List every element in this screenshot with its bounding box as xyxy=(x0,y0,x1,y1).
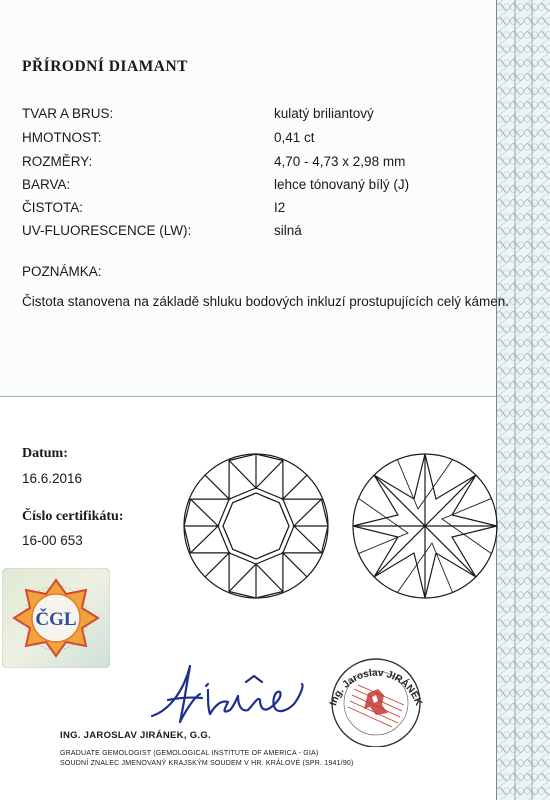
property-value: 4,70 - 4,73 x 2,98 mm xyxy=(274,154,406,169)
border-line xyxy=(496,0,497,800)
property-label: ČISTOTA: xyxy=(22,200,84,215)
property-value: 0,41 ct xyxy=(274,130,315,145)
property-label: BARVA: xyxy=(22,177,71,192)
guilloche-border xyxy=(496,0,550,800)
signature xyxy=(150,660,320,730)
date-value: 16.6.2016 xyxy=(22,471,83,486)
date-label: Datum: xyxy=(22,446,68,461)
property-label: ROZMĚRY: xyxy=(22,154,93,169)
property-value: silná xyxy=(274,223,302,238)
certificate-number-value: 16-00 653 xyxy=(22,533,83,548)
signer-credential-1: GRADUATE GEMOLOGIST (GEMOLOGICAL INSTITUTE OF AMERICA - GIA) xyxy=(60,750,319,757)
property-value: kulatý briliantový xyxy=(274,106,374,121)
crown-diagram xyxy=(181,451,331,601)
note-heading: POZNÁMKA: xyxy=(22,264,102,279)
hologram-seal xyxy=(2,568,110,668)
hologram-text: ČGL xyxy=(35,609,77,630)
pavilion-diagram xyxy=(350,451,500,601)
stamp-text: Ing. Jaroslav JIRÁNEK xyxy=(328,667,424,708)
certificate-title: PŘÍRODNÍ DIAMANT xyxy=(22,58,189,75)
property-label: HMOTNOST: xyxy=(22,130,102,145)
certificate-number-label: Číslo certifikátu: xyxy=(22,509,124,524)
panel-divider xyxy=(0,396,500,397)
property-value: lehce tónovaný bílý (J) xyxy=(274,177,410,192)
note-text: Čistota stanovena na základě shluku bodových inkluzí prostupujících celý kámen. xyxy=(22,294,510,309)
gemologist-stamp xyxy=(318,643,434,747)
property-label: UV-FLUORESCENCE (LW): xyxy=(22,223,192,238)
signer-name: ING. JAROSLAV JIRÁNEK, G.G. xyxy=(60,730,211,741)
property-value: I2 xyxy=(274,200,286,215)
signer-credential-2: SOUDNÍ ZNALEC JMENOVANÝ KRAJSKÝM SOUDEM V HR. KRÁLOVÉ (SPR. 1941/90) xyxy=(60,760,354,767)
property-label: TVAR A BRUS: xyxy=(22,106,114,121)
